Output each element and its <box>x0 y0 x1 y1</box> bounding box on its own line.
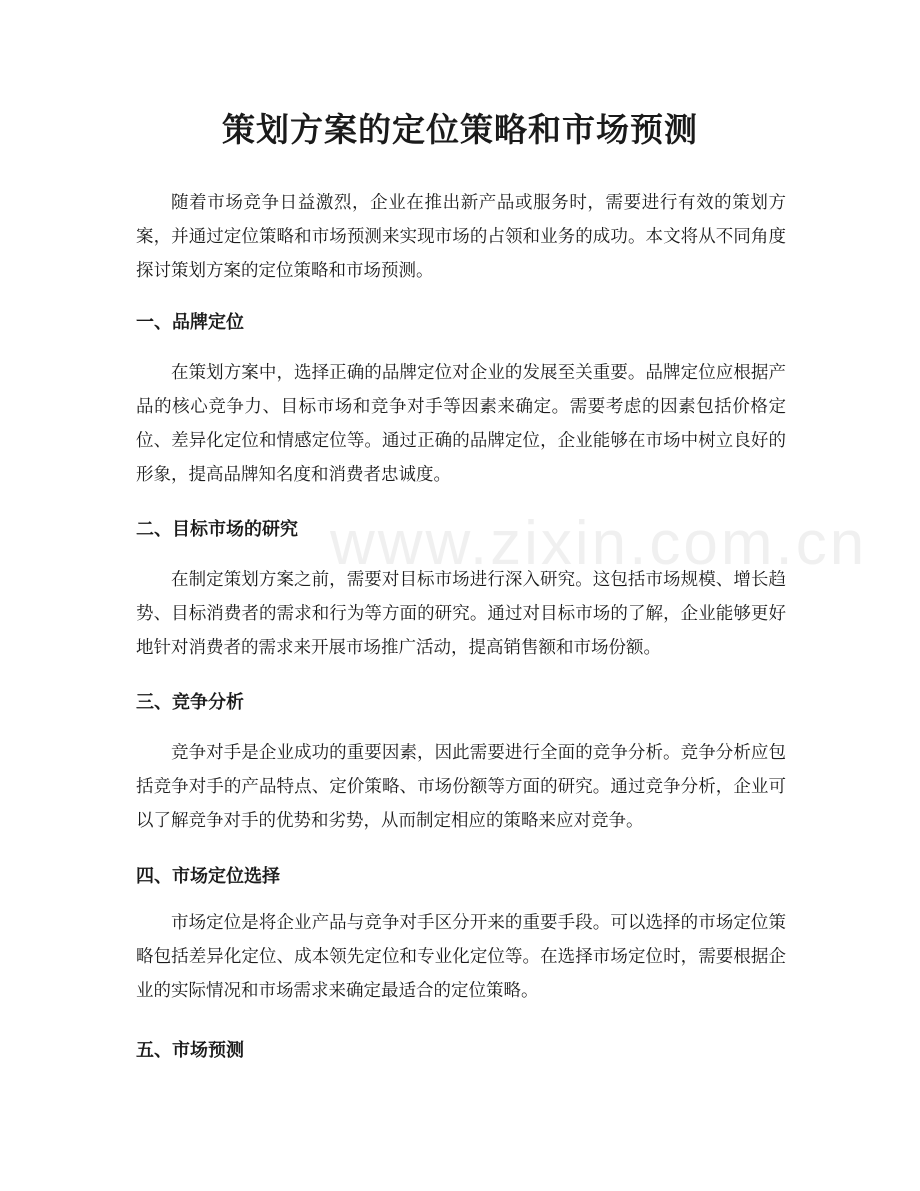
section-body-brand-positioning: 在策划方案中，选择正确的品牌定位对企业的发展至关重要。品牌定位应根据产品的核心竞争力、目标市场和竞争对手等因素来确定。需要考虑的因素包括价格定位、差异化定位和情感定位等。通过正确的品牌定位，企业能够在市场中树立良好的形象，提高品牌知名度和消费者忠诚度。 <box>136 363 786 485</box>
section-heading-competition: 三、竞争分析 <box>136 692 244 713</box>
section-body-target-market: 在制定策划方案之前，需要对目标市场进行深入研究。这包括市场规模、增长趋势、目标消费者的需求和行为等方面的研究。通过对目标市场的了解，企业能够更好地针对消费者的需求来开展市场推广活动，提高销售额和市场份额。 <box>136 570 786 658</box>
section-heading-market-positioning: 四、市场定位选择 <box>136 866 280 887</box>
section-heading-target-market: 二、目标市场的研究 <box>136 519 298 540</box>
section-heading-brand-positioning: 一、品牌定位 <box>136 312 244 333</box>
section-body-competition: 竞争对手是企业成功的重要因素，因此需要进行全面的竞争分析。竞争分析应包括竞争对手的产品特点、定价策略、市场份额等方面的研究。通过竞争分析，企业可以了解竞争对手的优势和劣势，从而制定相应的策略来应对竞争。 <box>136 743 786 831</box>
section-heading-market-forecast: 五、市场预测 <box>136 1040 244 1061</box>
document-title: 策划方案的定位策略和市场预测 <box>222 110 698 149</box>
watermark: www.zixin.com.cn <box>330 509 868 578</box>
intro-paragraph: 随着市场竞争日益激烈，企业在推出新产品或服务时，需要进行有效的策划方案，并通过定位策略和市场预测来实现市场的占领和业务的成功。本文将从不同角度探讨策划方案的定位策略和市场预测。 <box>136 193 786 281</box>
section-body-market-positioning: 市场定位是将企业产品与竞争对手区分开来的重要手段。可以选择的市场定位策略包括差异化定位、成本领先定位和专业化定位等。在选择市场定位时，需要根据企业的实际情况和市场需求来确定最适合的定位策略。 <box>136 913 786 1001</box>
